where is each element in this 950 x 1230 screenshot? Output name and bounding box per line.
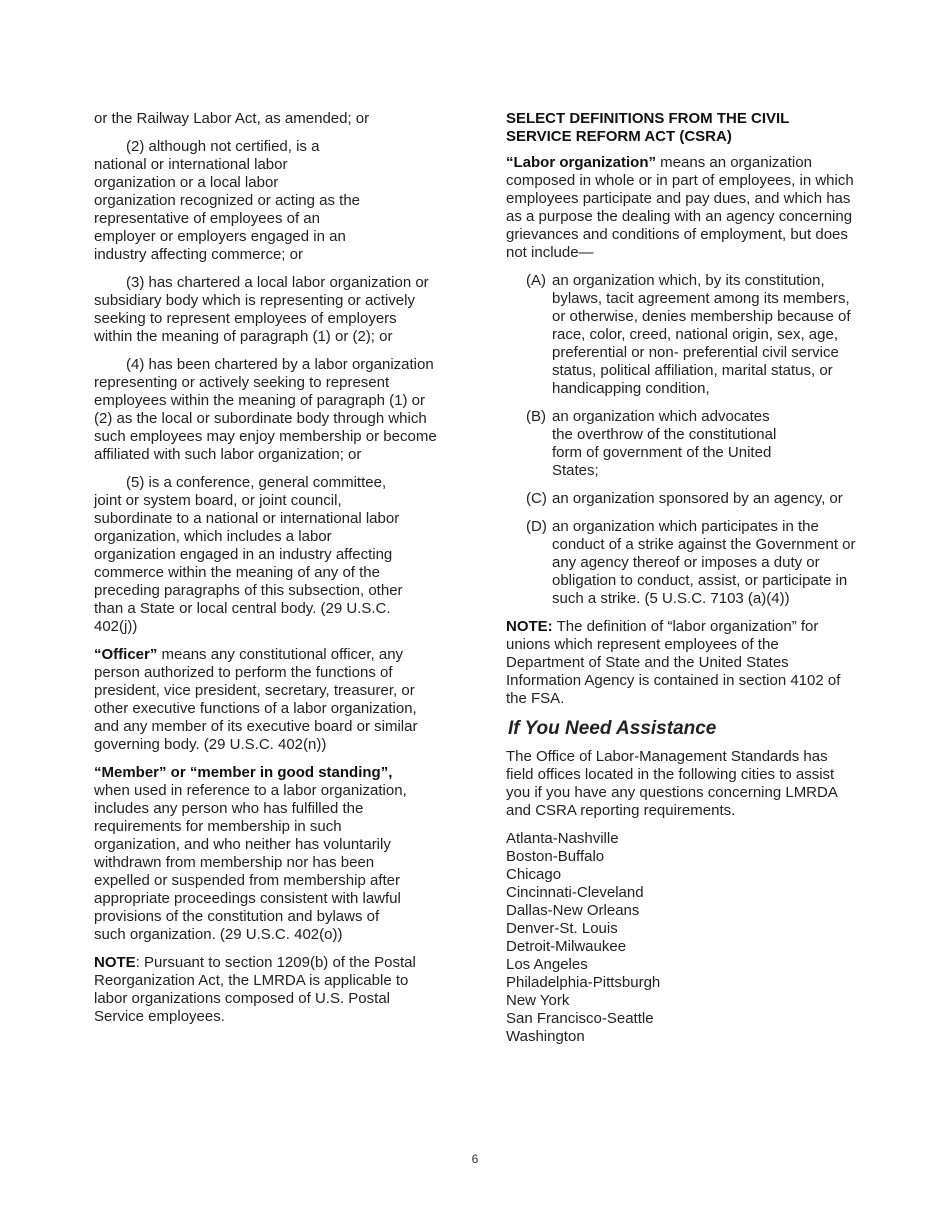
paragraph-5: (5) is a conference, general committee, joint or system board, or joint council, subordinate to a national or international labor organization, which includes a labor organization engaged in an industry affecting commerce within the meaning of any of the preceding paragraphs of this subsection, other than a State or local central body. (29 U.S.C. 402(j)) — [94, 474, 403, 635]
member-definition — [94, 764, 409, 944]
paragraph-3: (3) has chartered a local labor organization or subsidiary body which is representing or actively seeking to represent employees of employers within the meaning of paragraph (1) or (2); or — [94, 274, 429, 345]
list-item-label: (A) — [526, 272, 546, 289]
list-item: Cincinnati-Cleveland — [506, 884, 644, 901]
paragraph-4: (4) has been chartered by a labor organization representing or actively seeking to represent employees within the meaning of paragraph (1) or (2) as the local or subordinate body through which such employees may enjoy membership or become affiliated with such labor organization; or — [94, 356, 437, 463]
list-item-label: (B) — [526, 408, 546, 425]
list-item — [526, 272, 856, 398]
list-item-text: an organization which, by its constitution, bylaws, tacit agreement among its members, or otherwise, denies membership because of race, color, creed, national origin, sex, age, preferential or non- preferential civil service status, political affiliation, marital status, or handicapping condition, — [552, 272, 851, 397]
list-item: Denver-St. Louis — [506, 920, 618, 937]
note-text: The definition of “labor organization” for unions which represent employees of the Department of State and the United States Information Agency is contained in section 4102 of the FSA. — [506, 618, 841, 707]
note-term: NOTE — [94, 954, 136, 971]
list-item-label: (D) — [526, 518, 547, 535]
member-term: “Member” or “member in good standing”, — [94, 764, 393, 781]
list-item: Boston-Buffalo — [506, 848, 605, 865]
list-item — [526, 518, 856, 608]
assistance-heading: If You Need Assistance — [508, 718, 717, 739]
paragraph-2: (2) although not certified, is a national or international labor organization or a local labor organization recognized or acting as the representative of employees of an employer or employers engaged in an industry affecting commerce; or — [94, 138, 361, 263]
list-item: Los Angeles — [506, 956, 588, 973]
note-text: : Pursuant to section 1209(b) of the Postal Reorganization Act, the LMRDA is applicable to labor organizations composed of U.S. Postal Service employees. — [94, 954, 416, 1025]
list-item: San Francisco-Seattle — [506, 1010, 654, 1027]
assistance-text: The Office of Labor-Management Standards has field offices located in the following cities to assist you if you have any questions concerning LMRDA and CSRA reporting requirements. — [506, 748, 838, 819]
list-item: Atlanta-Nashville — [506, 830, 619, 847]
right-column — [506, 110, 856, 1046]
list-item-text: an organization which participates in the conduct of a strike against the Government or any agency thereof or imposes a duty or obligation to conduct, assist, or participate in such a strike. (5 U.S.C. 7103 (a)(4)) — [552, 518, 856, 607]
exclusion-list — [526, 272, 856, 608]
list-item-label: (C) — [526, 490, 547, 507]
list-item-text: an organization which advocates the overthrow of the constitutional form of government of the United States; — [552, 408, 777, 479]
officer-term: “Officer” — [94, 646, 158, 663]
officer-definition — [94, 646, 419, 754]
list-item: New York — [506, 992, 570, 1009]
left-column — [94, 110, 439, 1036]
note-term: NOTE: — [506, 618, 553, 635]
list-item-text: an organization sponsored by an agency, or — [552, 490, 843, 507]
postal-note — [94, 954, 419, 1026]
list-item: Dallas-New Orleans — [506, 902, 640, 919]
list-item: Chicago — [506, 866, 562, 883]
paragraph-railway: or the Railway Labor Act, as amended; or — [94, 110, 370, 127]
csra-heading: SELECT DEFINITIONS FROM THE CIVIL SERVICE REFORM ACT (CSRA) — [506, 110, 790, 145]
labor-organization-definition — [506, 154, 856, 262]
page-number: 6 — [471, 1152, 479, 1166]
list-item: Detroit-Milwaukee — [506, 938, 627, 955]
list-item — [526, 490, 856, 508]
field-office-list — [506, 830, 856, 1046]
member-text: when used in reference to a labor organization, includes any person who has fulfilled the requirements for membership in such organization, and who neither has voluntarily withdrawn from membership nor has been expelled or suspended from membership after appropriate proceedings consistent with lawful provisions of the constitution and bylaws of such organization. (29 U.S.C. 402(o)) — [94, 782, 407, 943]
labor-organization-term: “Labor organization” — [506, 154, 656, 171]
fsa-note — [506, 618, 856, 708]
labor-organization-text: means an organization composed in whole or in part of employees, in which employees participate and pay dues, and which has as a purpose the dealing with an agency concerning grievances and conditions of employment, but does not include— — [506, 154, 854, 261]
officer-text: means any constitutional officer, any person authorized to perform the functions of president, vice president, secretary, treasurer, or other executive functions of a labor organization, and any member of its executive board or similar governing body. (29 U.S.C. 402(n)) — [94, 646, 418, 753]
list-item: Washington — [506, 1028, 585, 1045]
list-item — [526, 408, 856, 480]
list-item: Philadelphia-Pittsburgh — [506, 974, 661, 991]
